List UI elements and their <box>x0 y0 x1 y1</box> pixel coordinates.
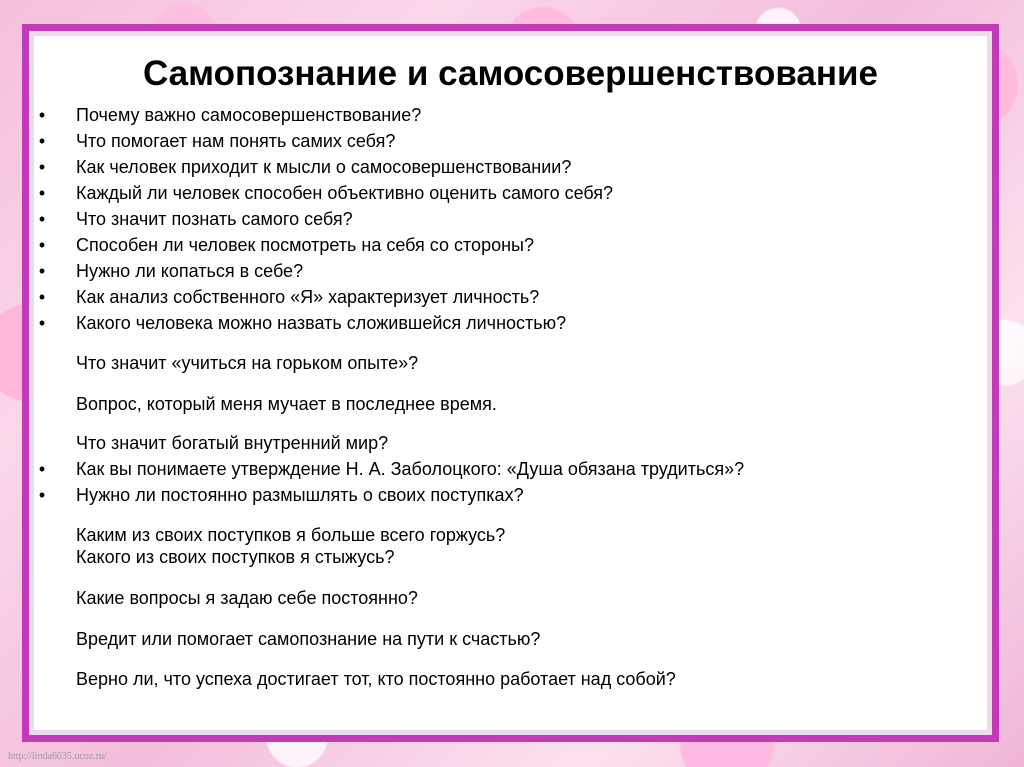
bullet-icon: • <box>38 157 46 177</box>
question-text: Как человек приходит к мысли о самосовершенствовании? <box>76 157 572 177</box>
question-text: Нужно ли постоянно размышлять о своих поступках? <box>76 485 524 505</box>
bullet-icon: • <box>38 313 46 333</box>
question-text: Какого из своих поступков я стыжусь? <box>76 547 395 567</box>
question-text: Что помогает нам понять самих себя? <box>76 131 396 151</box>
slide-content <box>34 36 987 730</box>
bullet-icon: • <box>38 131 46 151</box>
question-text: Каким из своих поступков я больше всего горжусь? <box>76 525 506 545</box>
question-text: Вопрос, который меня мучает в последнее время. <box>76 394 497 414</box>
question-text: Почему важно самосовершенствование? <box>76 105 422 125</box>
bullet-icon: • <box>38 485 46 505</box>
question-text: Что значит познать самого себя? <box>76 209 353 229</box>
question-list <box>34 36 987 730</box>
question-text: Как вы понимаете утверждение Н. А. Заболоцкого: «Душа обязана трудиться»? <box>76 459 745 479</box>
slide-title: Самопознание и самосовершенствование <box>142 54 879 93</box>
question-text: Что значит «учиться на горьком опыте»? <box>76 353 419 373</box>
question-text: Что значит богатый внутренний мир? <box>76 433 389 453</box>
question-text: Каждый ли человек способен объективно оценить самого себя? <box>76 183 614 203</box>
question-text: Вредит или помогает самопознание на пути к счастью? <box>76 629 541 649</box>
bullet-icon: • <box>38 261 46 281</box>
bullet-icon: • <box>38 287 46 307</box>
question-text: Как анализ собственного «Я» характеризует личность? <box>76 287 540 307</box>
question-text: Какого человека можно назвать сложившейся личностью? <box>76 313 567 333</box>
bullet-icon: • <box>38 459 46 479</box>
bullet-icon: • <box>38 105 46 125</box>
bullet-icon: • <box>38 209 46 229</box>
question-text: Нужно ли копаться в себе? <box>76 261 304 281</box>
question-text: Способен ли человек посмотреть на себя со стороны? <box>76 235 534 255</box>
question-text: Какие вопросы я задаю себе постоянно? <box>76 588 418 608</box>
bullet-icon: • <box>38 183 46 203</box>
footer-url: http://linda6035.ucoz.ru/ <box>8 751 107 762</box>
bullet-icon: • <box>38 235 46 255</box>
question-text: Верно ли, что успеха достигает тот, кто постоянно работает над собой? <box>76 669 676 689</box>
